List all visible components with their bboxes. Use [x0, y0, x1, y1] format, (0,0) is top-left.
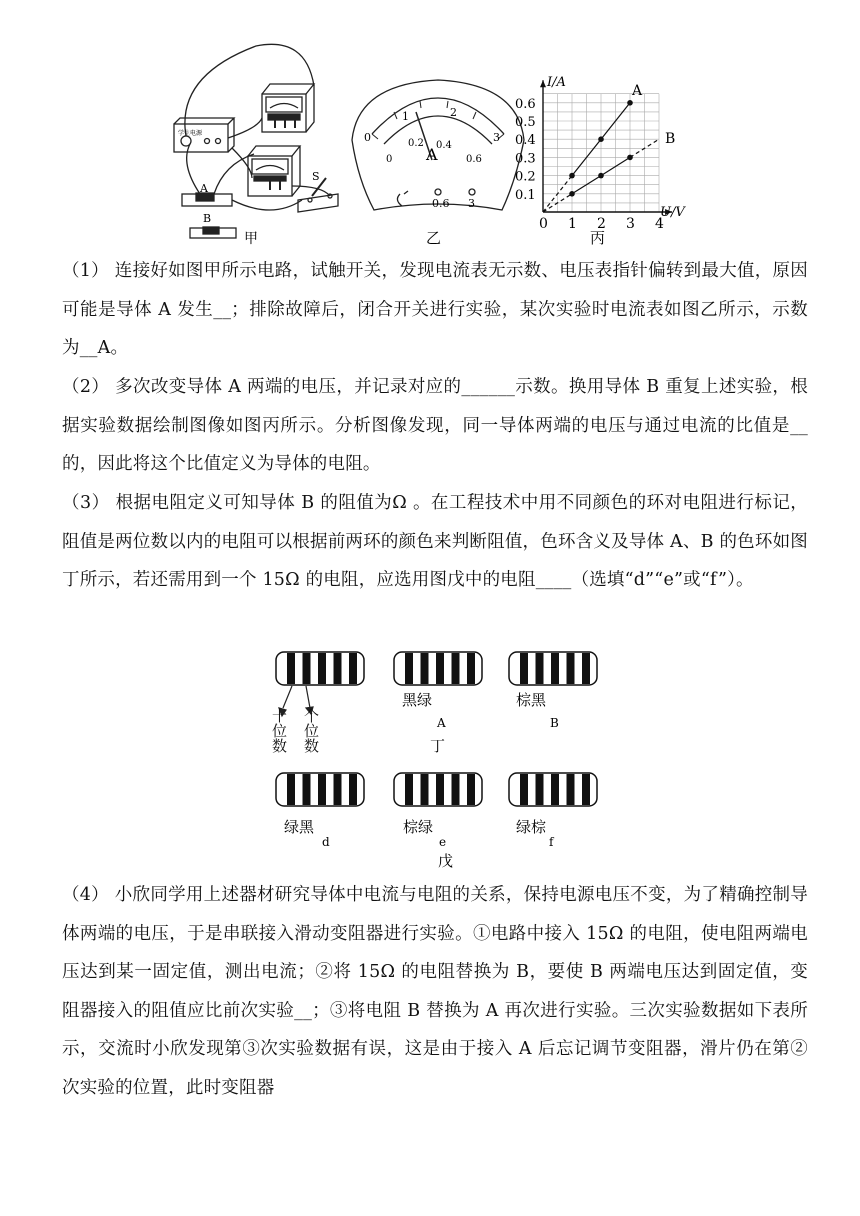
iu-chart — [515, 75, 686, 232]
label-letter-a: A — [437, 716, 446, 730]
question-3: （3） 根据电阻定义可知导体 B 的阻值为Ω 。在工程技术中用不同颜色的环对电阻进行标记，阻值是两位数以内的电阻可以根据前两环的颜色来判断阻值，色环含义及导体 A、B 的色环如图丁所示，若还需用到一个 15Ω 的电阻，应选用图戊中的电阻____（选填“d”“e”或“f”）。 — [62, 493, 808, 590]
color-band — [287, 774, 295, 805]
figure-ding-label: 丁 — [430, 737, 446, 755]
color-band — [318, 653, 326, 684]
circuit-diagram — [174, 44, 338, 238]
color-band — [349, 653, 357, 684]
data-point — [598, 173, 604, 179]
y-tick-label: 0.1 — [515, 187, 536, 203]
question-4: （4） 小欣同学用上述器材研究导体中电流与电阻的关系，保持电源电压不变，为了精确控制导体两端的电压，于是串联接入滑动变阻器进行实验。①电路中接入 15Ω 的电阻，使电阻两端电压达到某一固定值，测出电流；②将 15Ω 的电阻替换为 B，要使 B 两端电压达到固定值，变阻器接入的阻值应比前次实验__；③将电阻 B 替换为 A 再次进行实验。三次实验数据如下表所示，交流时小欣发现第③次实验数据有误，这是由于接入 A 后忘记调节变阻器，滑片仍在第②次实验的位置，此时变阻器 — [62, 885, 808, 1098]
y-tick-label: 0.5 — [515, 115, 536, 130]
x-tick-label: 0 — [539, 216, 548, 232]
label-letter-b: B — [550, 716, 559, 730]
dial-top-3: 3 — [493, 131, 500, 144]
color-band — [334, 774, 342, 805]
color-band — [582, 774, 590, 805]
color-band — [452, 774, 460, 805]
x-tick-label: 3 — [626, 216, 635, 232]
circuit-label-a: A — [200, 182, 208, 195]
label-colors-f: 绿棕 — [516, 818, 547, 836]
y-axis-label: I/A — [547, 75, 566, 91]
power-supply-label: 学生电源 — [178, 130, 203, 137]
series-label: A — [632, 82, 643, 99]
label-letter-f: f — [549, 835, 554, 849]
figure-top — [0, 0, 860, 250]
data-point — [569, 173, 575, 179]
color-band — [536, 774, 544, 805]
label-colors-a: 黑绿 — [402, 691, 433, 709]
color-band — [467, 653, 475, 684]
color-band — [582, 653, 590, 684]
color-band — [318, 774, 326, 805]
color-band — [467, 774, 475, 805]
dial-unit: A — [426, 145, 438, 164]
data-point — [627, 155, 633, 161]
y-tick-label: 0.6 — [515, 96, 536, 112]
x-tick-label: 4 — [655, 216, 664, 232]
label-unit-digit: 个位数 — [302, 708, 320, 753]
color-band — [287, 653, 295, 684]
label-colors-d: 绿黑 — [284, 818, 315, 836]
figure-bing-label: 丙 — [590, 229, 606, 247]
y-tick-label: 0.2 — [515, 169, 536, 185]
color-band — [405, 653, 413, 684]
circuit-label-s: S — [312, 170, 320, 183]
color-band — [405, 774, 413, 805]
color-band — [452, 653, 460, 684]
color-band — [303, 774, 311, 805]
terminal-3: 3 — [468, 197, 475, 210]
dial-bottom-2: 0.4 — [436, 140, 452, 151]
label-letter-d: d — [322, 835, 330, 849]
label-letter-e: e — [439, 835, 447, 849]
label-colors-e: 棕绿 — [403, 818, 434, 836]
color-band — [334, 653, 342, 684]
data-point — [598, 136, 604, 142]
y-tick-label: 0.4 — [515, 133, 536, 149]
x-axis-label: U/V — [660, 205, 685, 220]
figure-yi-label: 乙 — [426, 229, 442, 247]
color-band — [567, 774, 575, 805]
color-band — [551, 774, 559, 805]
label-colors-b: 棕黑 — [516, 691, 547, 709]
color-band — [303, 653, 311, 684]
dial-bottom-0: 0 — [386, 154, 393, 165]
dial-top-0: 0 — [364, 131, 371, 144]
color-band — [520, 653, 528, 684]
terminal-06: 0.6 — [432, 197, 450, 210]
color-band — [436, 774, 444, 805]
dial-bottom-3: 0.6 — [466, 154, 482, 165]
dial-top-2: 2 — [450, 106, 457, 119]
color-band — [520, 774, 528, 805]
circuit-label-b: B — [203, 212, 212, 225]
color-band — [349, 774, 357, 805]
label-ten-digit: 十位数 — [270, 708, 288, 753]
dial-top-1: 1 — [402, 110, 409, 123]
figure-wu-label: 戊 — [438, 852, 454, 870]
resistor-figure — [0, 640, 860, 880]
color-band — [536, 653, 544, 684]
x-tick-label: 1 — [568, 216, 577, 232]
data-point — [627, 100, 633, 106]
y-axis-arrow — [540, 80, 546, 87]
color-band — [436, 653, 444, 684]
series-label: B — [665, 131, 676, 148]
color-band — [421, 653, 429, 684]
question-2: （2） 多次改变导体 A 两端的电压，并记录对应的______示数。换用导体 B 重复上述实验，根据实验数据绘制图像如图丙所示。分析图像发现，同一导体两端的电压与通过电流的比值是__的，因此将这个比值定义为导体的电阻。 — [62, 377, 808, 474]
dial-bottom-1: 0.2 — [408, 138, 424, 149]
x-tick-label: 2 — [597, 216, 606, 232]
color-band — [551, 653, 559, 684]
question-1: （1） 连接好如图甲所示电路，试触开关，发现电流表无示数、电压表指针偏转到最大值，原因可能是导体 A 发生__；排除故障后，闭合开关进行实验，某次实验时电流表如图乙所示，示数为__A。 — [62, 261, 808, 358]
y-tick-label: 0.3 — [515, 151, 536, 167]
data-point — [569, 191, 575, 197]
color-band — [421, 774, 429, 805]
color-band — [567, 653, 575, 684]
figure-jia-label: 甲 — [244, 231, 258, 247]
